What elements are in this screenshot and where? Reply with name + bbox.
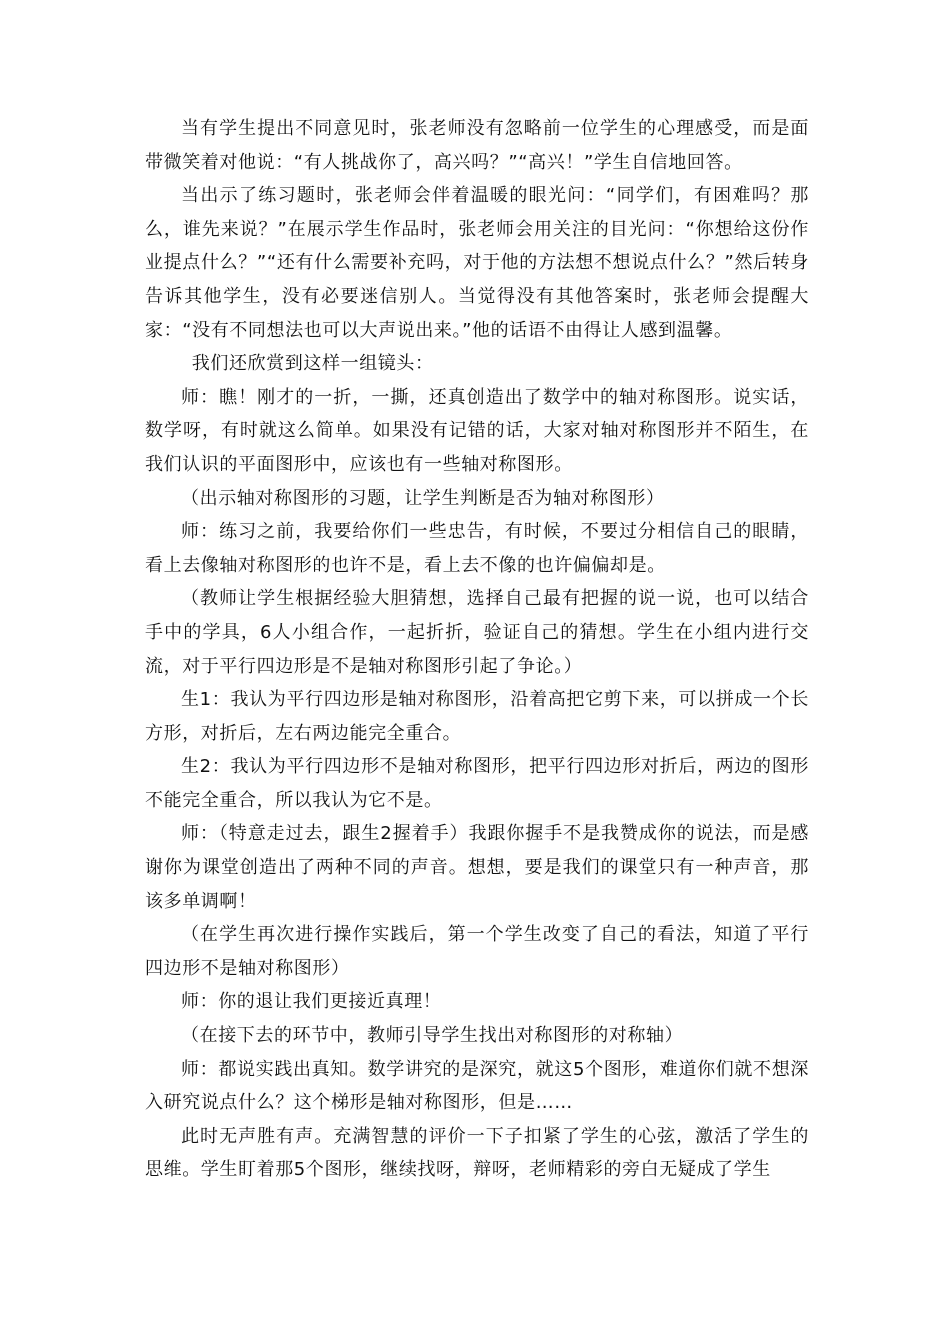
paragraph: （教师让学生根据经验大胆猜想，选择自己最有把握的说一说，也可以结合手中的学具，6人小组合作，一起折折，验证自己的猜想。学生在小组内进行交流，对于平行四边形是不是轴对称图形引起了争论。）	[145, 588, 809, 677]
paragraph: （出示轴对称图形的习题，让学生判断是否为轴对称图形）	[181, 487, 665, 509]
document-body	[145, 112, 809, 1187]
paragraph: 师：练习之前，我要给你们一些忠告，有时候，不要过分相信自己的眼睛，看上去像轴对称图形的也许不是，看上去不像的也许偏偏却是。	[145, 521, 809, 576]
paragraph: （在学生再次进行操作实践后，第一个学生改变了自己的看法，知道了平行四边形不是轴对称图形）	[145, 924, 809, 979]
paragraph: 我们还欣赏到这样一组镜头：	[191, 353, 434, 375]
paragraph: （在接下去的环节中，教师引导学生找出对称图形的对称轴）	[181, 1025, 684, 1047]
paragraph: 师：（特意走过去，跟生2握着手）我跟你握手不是我赞成你的说法，而是感谢你为课堂创造出了两种不同的声音。想想，要是我们的课堂只有一种声音，那该多单调啊！	[145, 823, 809, 912]
paragraph: 当有学生提出不同意见时，张老师没有忽略前一位学生的心理感受，而是面带微笑着对他说：“有人挑战你了，高兴吗？”“高兴！”学生自信地回答。	[145, 118, 809, 173]
paragraph: 师：都说实践出真知。数学讲究的是深究，就这5个图形，难道你们就不想深入研究说点什么？这个梯形是轴对称图形，但是……	[145, 1058, 809, 1114]
paragraph: 师：你的退让我们更接近真理！	[181, 991, 442, 1013]
paragraph: 师：瞧！刚才的一折，一撕，还真创造出了数学中的轴对称图形。说实话，数学呀，有时就这么简单。如果没有记错的话，大家对轴对称图形并不陌生，在我们认识的平面图形中，应该也有一些轴对称图形。	[145, 386, 809, 475]
paragraph: 当出示了练习题时，张老师会伴着温暖的眼光问：“同学们，有困难吗？那么，谁先来说？”在展示学生作品时，张老师会用关注的目光问：“你想给这份作业提点什么？”“还有什么需要补充吗，对于他的方法想不想说点什么？”然后转身告诉其他学生，没有必要迷信别人。当觉得没有其他答案时，张老师会提醒大家：“没有不同想法也可以大声说出来。”他的话语不由得让人感到温馨。	[145, 185, 809, 341]
paragraph: 生1：我认为平行四边形是轴对称图形，沿着高把它剪下来，可以拼成一个长方形，对折后，左右两边能完全重合。	[145, 689, 809, 744]
paragraph: 生2：我认为平行四边形不是轴对称图形，把平行四边形对折后，两边的图形不能完全重合，所以我认为它不是。	[145, 756, 809, 811]
paragraph: 此时无声胜有声。充满智慧的评价一下子扣紧了学生的心弦，激活了学生的思维。学生盯着那5个图形，继续找呀，辩呀，老师精彩的旁白无疑成了学生	[145, 1125, 809, 1181]
